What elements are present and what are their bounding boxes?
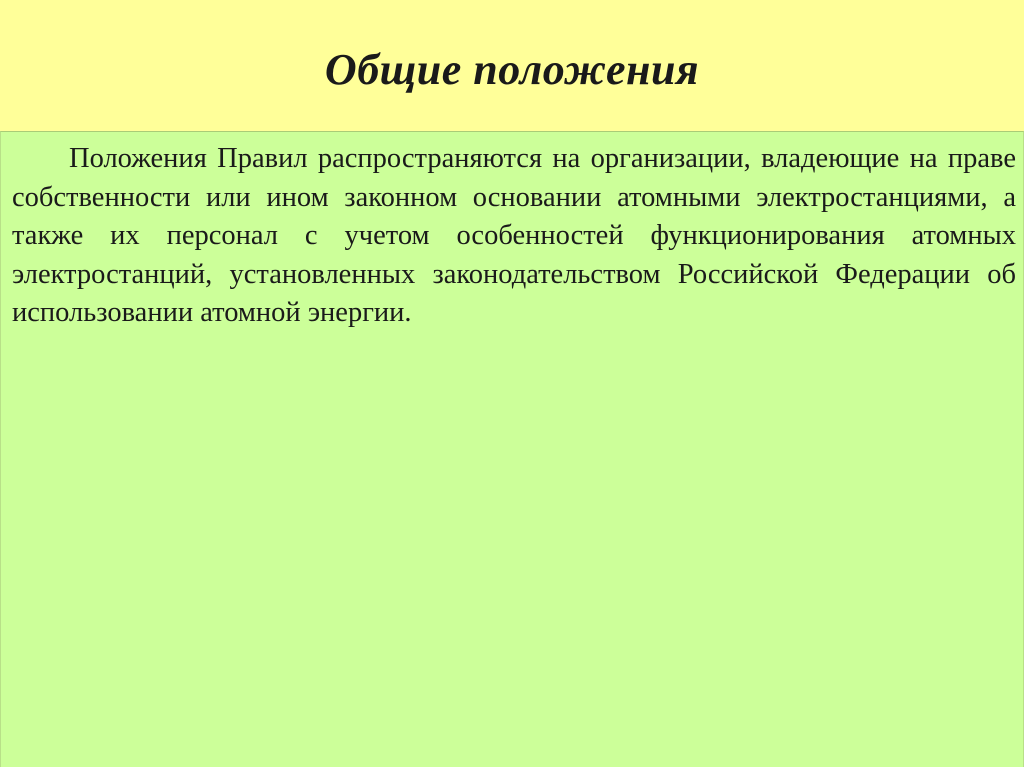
content-box: [0, 131, 1024, 767]
body-paragraph: Положения Правил распространяются на организации, владеющие на праве собственности или ином законном основании атомными электростанциями, а также их персонал с учетом особенностей функционирования атомных электростанций, установленных законодательством Российской Федерации об использовании атомной энергии.: [12, 143, 1016, 328]
title-band: [0, 0, 1024, 131]
slide-title: Общие положения: [324, 45, 700, 94]
